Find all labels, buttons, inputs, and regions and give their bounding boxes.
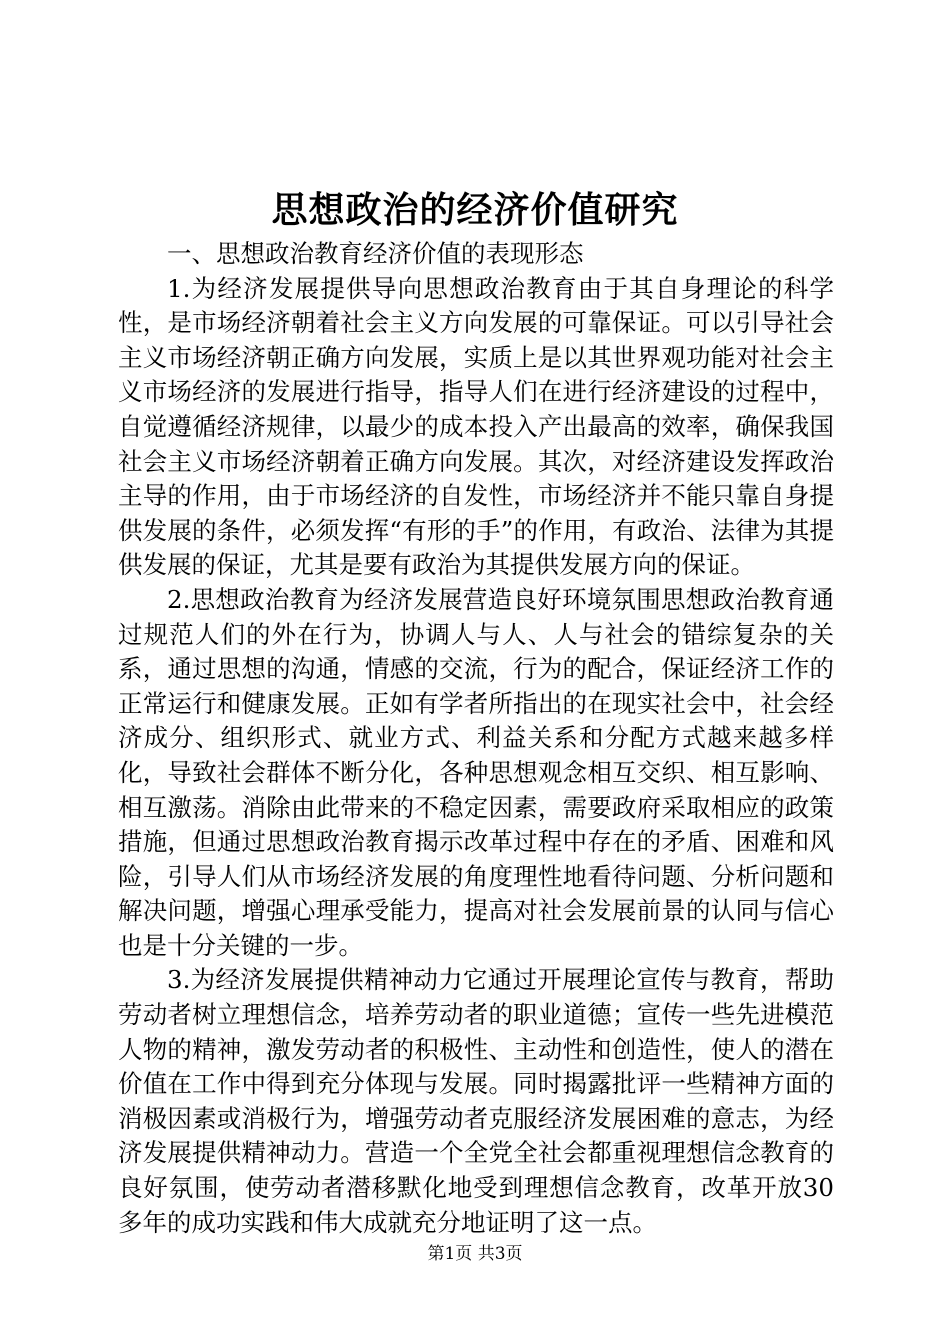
section-heading: 一、思想政治教育经济价值的表现形态 bbox=[167, 239, 584, 268]
paragraph-2: 2.思想政治教育为经济发展营造良好环境氛围思想政治教育通过规范人们的外在行为，协调人与人、人与社会的错综复杂的关系，通过思想的沟通，情感的交流，行为的配合，保证经济工作的正常运行和健康发展。正如有学者所指出的在现实社会中，社会经济成分、组织形式、就业方式、利益关系和分配方式越来越多样化，导致社会群体不断分化，各种思想观念相互交织、相互影响、相互激荡。消除由此带来的不稳定因素，需要政府采取相应的政策措施，但通过思想政治教育揭示改革过程中存在的矛盾、困难和风险，引导人们从市场经济发展的角度理性地看待问题、分析问题和解决问题，增强心理承受能力，提高对社会发展前景的认同与信心也是十分关键的一步。 bbox=[118, 584, 834, 960]
paragraph-1: 1.为经济发展提供导向思想政治教育由于其自身理论的科学性，是市场经济朝着社会主义方向发展的可靠保证。可以引导社会主义市场经济朝正确方向发展，实质上是以其世界观功能对社会主义市场经济的发展进行指导，指导人们在进行经济建设的过程中，自觉遵循经济规律，以最少的成本投入产出最高的效率，确保我国社会主义市场经济朝着正确方向发展。其次，对经济建设发挥政治主导的作用，由于市场经济的自发性，市场经济并不能只靠自身提供发展的条件，必须发挥“有形的手”的作用，有政治、法律为其提供发展的保证，尤其是要有政治为其提供发展方向的保证。 bbox=[118, 273, 834, 580]
document-body bbox=[118, 237, 834, 1240]
document-title: 思想政治的经济价值研究 bbox=[271, 189, 679, 231]
paragraph-3: 3.为经济发展提供精神动力它通过开展理论宣传与教育，帮助劳动者树立理想信念，培养劳动者的职业道德；宣传一些先进模范人物的精神，激发劳动者的积极性、主动性和创造性，使人的潜在价值在工作中得到充分体现与发展。同时揭露批评一些精神方面的消极因素或消极行为，增强劳动者克服经济发展困难的意志，为经济发展提供精神动力。营造一个全党全社会都重视理想信念教育的良好氛围，使劳动者潜移默化地受到理想信念教育，改革开放30多年的成功实践和伟大成就充分地证明了这一点。 bbox=[118, 965, 834, 1237]
page-number-footer: 第1页 共3页 bbox=[427, 1244, 523, 1264]
